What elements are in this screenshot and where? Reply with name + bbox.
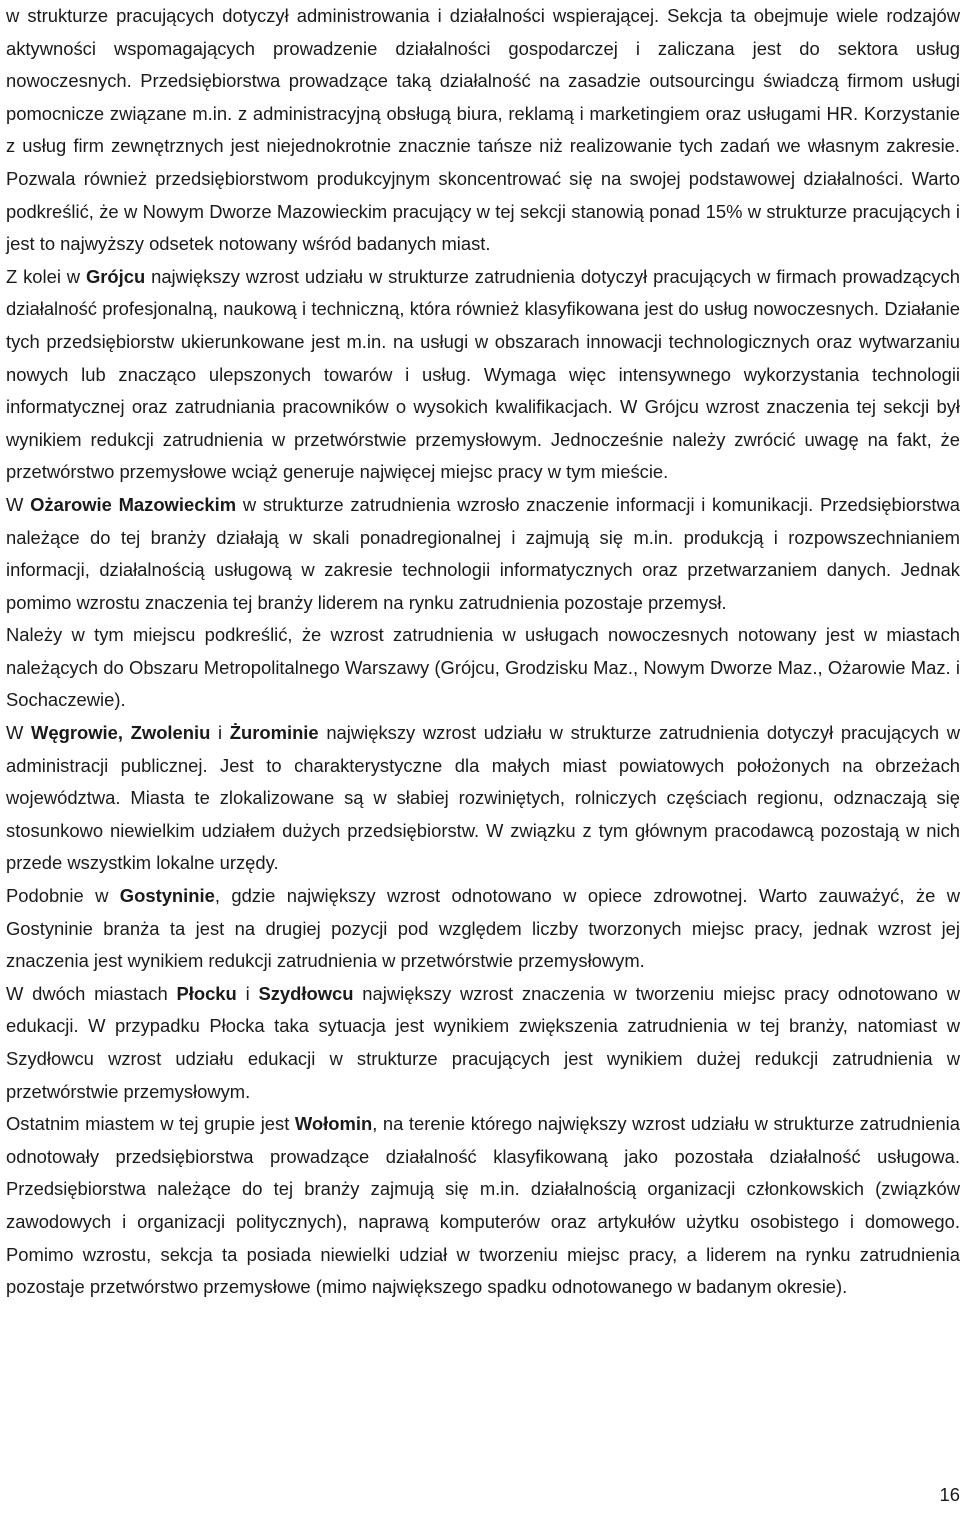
city-name-bold: Gostyninie: [119, 885, 215, 907]
paragraph-text: W: [6, 493, 31, 515]
paragraph: [6, 0, 960, 261]
city-name-bold: Węgrowie, Zwoleniu: [31, 722, 211, 744]
paragraph-text: największy wzrost udziału w strukturze zatrudnienia dotyczył pracujących w firmach prowadzących działalność profesjonalną, naukową i techniczną, która również klasyfikowana jest do usług nowoczesnych. Działanie tych przedsiębiorstw ukierunkowane jest m.in. na usługi w obszarach innowacji technologicznych oraz wytwarzaniu nowych lub znacząco ulepszonych towarów i usług. Wymaga więc intensywnego wykorzystania technologii informatycznej oraz zatrudniania pracowników o wysokich kwalifikacjach. W Grójcu wzrost znaczenia tej sekcji był wynikiem redukcji zatrudnienia w przetwórstwie przemysłowym. Jednocześnie należy zwrócić uwagę na fakt, że przetwórstwo przemysłowe wciąż generuje najwięcej miejsc pracy w tym mieście.: [6, 265, 960, 483]
document-page: [6, 0, 960, 1304]
paragraph-text: największy wzrost udziału w strukturze zatrudnienia dotyczył pracujących w administracji publicznej. Jest to charakterystyczne dla małych miast powiatowych położonych na obrzeżach województwa. Miasta te zlokalizowane są w słabiej rozwiniętych, rolniczych częściach regionu, odznaczają się stosunkowo niewielkim udziałem dużych przedsiębiorstw. W związku z tym głównym pracodawcą pozostają w nich przede wszystkim lokalne urzędy.: [6, 722, 960, 874]
paragraph-text: Podobnie w: [6, 885, 120, 907]
paragraph: [6, 261, 960, 489]
city-name-bold: Wołomin: [294, 1113, 373, 1135]
paragraph-text: , gdzie największy wzrost odnotowano w opiece zdrowotnej. Warto zauważyć, że w Gostyninie branża ta jest na drugiej pozycji pod względem liczby tworzonych miejsc pracy, jednak wzrost jej znaczenia jest wynikiem redukcji zatrudnienia w przetwórstwie przemysłowym.: [6, 885, 960, 972]
paragraph-text: , na terenie którego największy wzrost udziału w strukturze zatrudnienia odnotowały przedsiębiorstwa prowadzące działalność klasyfikowaną jako pozostała działalność usługowa. Przedsiębiorstwa należące do tej branży zajmują się m.in. działalnością organizacji członkowskich (związków zawodowych i organizacji politycznych), naprawą komputerów oraz artykułów użytku osobistego i domowego. Pomimo wzrostu, sekcja ta posiada niewielki udział w tworzeniu miejsc pracy, a liderem na rynku zatrudnienia pozostaje przetwórstwo przemysłowe (mimo największego spadku odnotowanego w badanym okresie).: [6, 1113, 960, 1298]
page-number: 16: [939, 1484, 960, 1505]
paragraph: [6, 489, 960, 619]
paragraph-text: największy wzrost znaczenia w tworzeniu miejsc pracy odnotowano w edukacji. W przypadku Płocka taka sytuacja jest wynikiem zwiększenia zatrudnienia w tej branży, natomiast w Szydłowcu wzrost udziału edukacji w strukturze pracujących jest wynikiem dużej redukcji zatrudnienia w przetwórstwie przemysłowym.: [6, 982, 960, 1102]
paragraph-text: Ostatnim miastem w tej grupie jest: [6, 1113, 295, 1135]
city-name-bold: Ożarowie Mazowieckim: [30, 493, 237, 515]
paragraph-text: i: [236, 982, 259, 1004]
paragraph-text: w strukturze pracujących dotyczył administrowania i działalności wspierającej. Sekcja ta obejmuje wiele rodzajów aktywności wspomagających prowadzenie działalności gospodarczej i zaliczana jest do sektora usług nowoczesnych. Przedsiębiorstwa prowadzące taką działalność na zasadzie outsourcingu świadczą firmom usługi pomocnicze związane m.in. z administracyjną obsługą biura, reklamą i marketingiem oraz usługami HR. Korzystanie z usług firm zewnętrznych jest niejednokrotnie znacznie tańsze niż realizowanie tych zadań we własnym zakresie. Pozwala również przedsiębiorstwom produkcyjnym skoncentrować się na swojej podstawowej działalności. Warto podkreślić, że w Nowym Dworze Mazowieckim pracujący w tej sekcji stanowią ponad 15% w strukturze pracujących i jest to najwyższy odsetek notowany wśród badanych miast.: [6, 5, 960, 255]
city-name-bold: Żurominie: [229, 722, 319, 744]
paragraph-text: W dwóch miastach: [6, 982, 177, 1004]
paragraph: [6, 1108, 960, 1304]
paragraph-text: W: [6, 722, 32, 744]
paragraph: [6, 880, 960, 978]
paragraph-text: i: [210, 722, 230, 744]
paragraph: [6, 978, 960, 1108]
paragraph: [6, 619, 960, 717]
city-name-bold: Szydłowcu: [258, 982, 354, 1004]
paragraph-text: w strukturze zatrudnienia wzrosło znaczenie informacji i komunikacji. Przedsiębiorstwa należące do tej branży działają w skali ponadregionalnej i zajmują się m.in. produkcją i rozpowszechnianiem informacji, działalnością usługową w zakresie technologii informatycznych oraz przetwarzaniem danych. Jednak pomimo wzrostu znaczenia tej branży liderem na rynku zatrudnienia pozostaje przemysł.: [6, 493, 960, 613]
city-name-bold: Płocku: [176, 982, 237, 1004]
paragraph-text: Z kolei w: [6, 265, 86, 287]
paragraph-text: Należy w tym miejscu podkreślić, że wzrost zatrudnienia w usługach nowoczesnych notowany jest w miastach należących do Obszaru Metropolitalnego Warszawy (Grójcu, Grodzisku Maz., Nowym Dworze Maz., Ożarowie Maz. i Sochaczewie).: [6, 624, 960, 711]
city-name-bold: Grójcu: [85, 265, 146, 287]
paragraph: [6, 717, 960, 880]
